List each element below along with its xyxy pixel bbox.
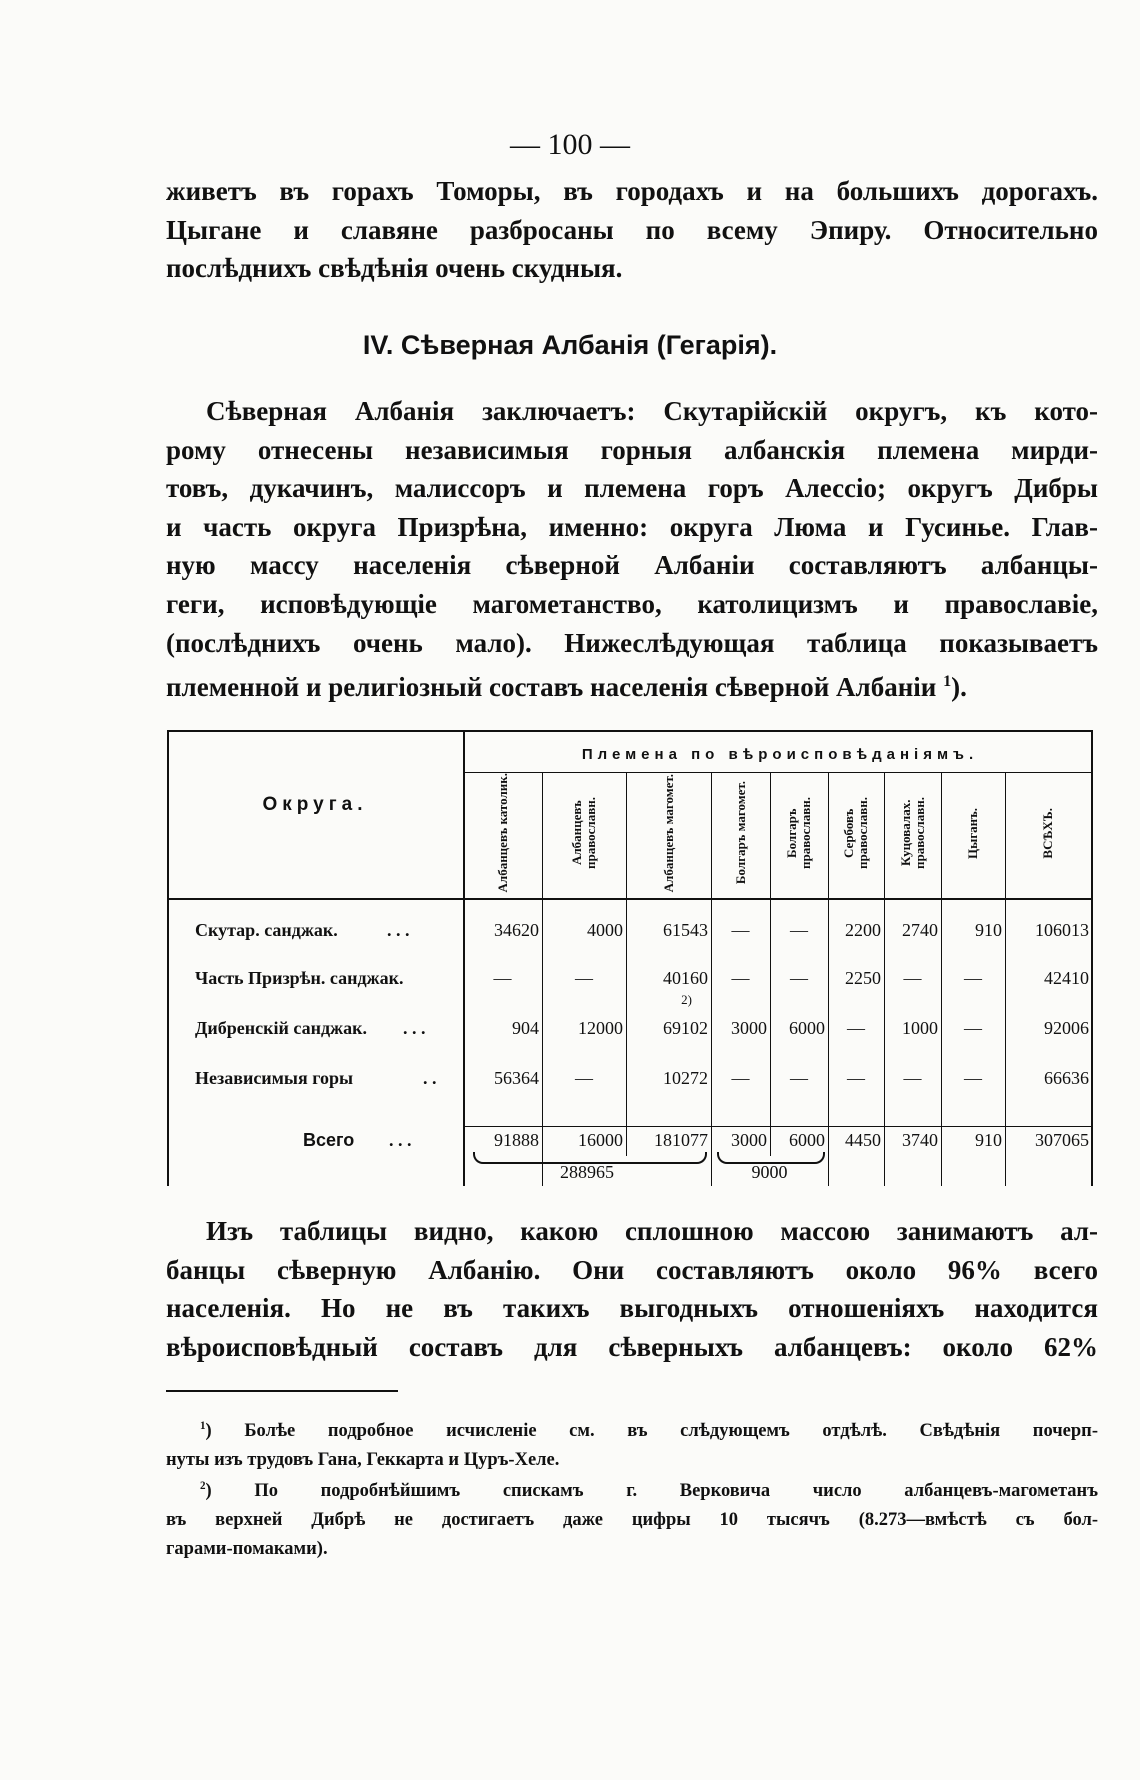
row-label: Независимыя горы <box>195 1068 354 1088</box>
text-line: (послѣднихъ очень мало). Нижеслѣдующая таблица показываетъ <box>166 627 1098 658</box>
footnote-line: гарами-помаками). <box>166 1539 328 1560</box>
column-header: Албанцевъ католик. <box>494 773 510 893</box>
total-cell: 307065 <box>1035 1130 1089 1150</box>
column-header: Болгаръ магомет. <box>732 781 748 885</box>
text-line: товъ, дукачинъ, малиссоръ и племена горъ Алессіо; округъ Дибры <box>166 473 1098 504</box>
total-cell: 6000 <box>789 1130 825 1150</box>
table-cell: 904 <box>512 1018 539 1038</box>
table-cell: — <box>903 1068 922 1088</box>
table-cell: — <box>964 968 982 988</box>
table-cell: — <box>790 1068 808 1088</box>
text-line: банцы сѣверную Албанію. Они составляютъ около 96% всего <box>166 1254 1098 1285</box>
table-cell: — <box>731 968 750 988</box>
column-header: Болгаръ православн. <box>784 797 813 869</box>
total-label: Всего <box>303 1130 355 1150</box>
row-label: Часть Призрѣн. санджак. <box>195 968 404 988</box>
text-line-content: племенной и религіозный составъ населенія сѣверной Албаніи <box>166 672 937 703</box>
text-line: ную массу населенія сѣверной Албаніи составляютъ албанцы- <box>166 550 1098 581</box>
table-cell: 2250 <box>845 968 881 988</box>
footnote-ref: 1 <box>943 672 952 691</box>
intro-paragraph <box>166 172 1098 288</box>
table-cell: 40160 <box>663 968 708 988</box>
table-cell: 66636 <box>1044 1068 1089 1088</box>
text-line: Цыгане и славяне разбросаны по всему Эпиру. Относительно <box>166 214 1098 245</box>
footnote-line: нуты изъ трудовъ Гана, Геккарта и Цуръ-Хеле. <box>166 1450 560 1471</box>
footnote-line <box>166 1412 1098 1446</box>
text-line: рому отнесены независимыя горныя албанскія племена мирди- <box>166 434 1098 465</box>
total-cell: 3000 <box>731 1130 767 1150</box>
header-tribes: Племена по вѣроисповѣданіямъ. <box>581 746 979 763</box>
table-cell: — <box>790 968 808 988</box>
table-cell: 92006 <box>1044 1018 1089 1038</box>
footnote-line <box>166 1472 1098 1506</box>
table-cell: — <box>575 968 593 988</box>
total-cell: 3740 <box>902 1130 938 1150</box>
footnote-1 <box>166 1412 1098 1475</box>
text-line: населенія. Но не въ такихъ выгодныхъ отношеніяхъ находится <box>166 1293 1098 1324</box>
section-title: IV. Сѣверная Албанія (Гегарія). <box>362 330 778 360</box>
text-line: геги, исповѣдующіе магометанство, католицизмъ и православіе, <box>166 588 1098 619</box>
footnote-rule <box>166 1390 398 1392</box>
table-cell: — <box>903 968 922 988</box>
table-cell: 106013 <box>1035 920 1089 940</box>
table-cell: 34620 <box>494 920 539 940</box>
table-cell: — <box>964 1018 982 1038</box>
column-header: Цыганъ. <box>965 807 980 859</box>
text-line: племенной и религіозный составъ населенія сѣверной Албаніи $^1$). <box>166 672 967 703</box>
table-cell: — <box>575 1068 593 1088</box>
row-dots: . . . <box>387 920 410 940</box>
column-header: Сербовъ православн. <box>841 797 870 869</box>
bulgarian-subtotal: 9000 <box>751 1162 788 1182</box>
total-cell: 91888 <box>494 1130 539 1150</box>
table-cell: 61543 <box>663 920 708 940</box>
table-cell: 6000 <box>789 1018 825 1038</box>
text-line: Изъ таблицы видно, какою сплошною массою занимаютъ ал- <box>206 1216 1098 1246</box>
footnote-text: ) Болѣе подробное исчисленіе см. въ слѣдующемъ отдѣлѣ. Свѣдѣнія почерп- <box>205 1421 1098 1442</box>
total-cell: 16000 <box>578 1130 623 1150</box>
text-line: Сѣверная Албанія заключаетъ: Скутарійскій округъ, къ кото- <box>206 396 1098 426</box>
table-cell: — <box>731 1068 750 1088</box>
table-cell: 42410 <box>1044 968 1089 988</box>
table-border-right <box>1091 730 1093 1186</box>
column-header: Албанцевъ магомет. <box>660 773 676 893</box>
table-cell: — <box>790 920 808 940</box>
table-cell: — <box>964 1068 982 1088</box>
row-label: Дибренскій санджак. <box>195 1018 367 1038</box>
row-label: Скутар. санджак. <box>195 920 338 940</box>
row-dots: . . <box>423 1068 437 1088</box>
table-cell: 10272 <box>663 1068 708 1088</box>
table-cell: 69102 <box>663 1018 708 1038</box>
table-rule-total <box>463 1126 1093 1127</box>
table-cell: 4000 <box>587 920 623 940</box>
header-districts: Округа. <box>262 794 368 815</box>
table-rule-header <box>167 898 1093 900</box>
footnote-2 <box>166 1472 1098 1564</box>
table-rule-top <box>167 730 1093 732</box>
footnote-line: въ верхней Дибрѣ не достигаетъ даже цифры 10 тысячъ (8.273—вмѣстѣ съ бол- <box>166 1510 1098 1531</box>
table-cell: — <box>847 1018 865 1038</box>
footnote-mark: 2 <box>200 1480 206 1492</box>
table-cell: — <box>731 920 750 940</box>
conclusion-paragraph <box>166 1212 1098 1366</box>
albanian-subtotal: 288965 <box>560 1162 614 1182</box>
text-line: живетъ въ горахъ Томоры, въ городахъ и на большихъ дорогахъ. <box>166 176 1098 206</box>
footnote-text: ) По подробнѣйшимъ спискамъ г. Верковича число албанцевъ-магометанъ <box>205 1481 1098 1502</box>
text-line: и часть округа Призрѣна, именно: округа Люма и Гусинье. Глав- <box>166 511 1098 542</box>
row-dots: . . . <box>403 1018 426 1038</box>
column-header: ВСѢХЪ. <box>1040 807 1055 859</box>
table-cell: 2740 <box>902 920 938 940</box>
table-cell: 910 <box>975 920 1002 940</box>
table-cell: 12000 <box>578 1018 623 1038</box>
population-table <box>167 730 1093 1200</box>
table-cell: 2200 <box>845 920 881 940</box>
footnote-mark: 1 <box>200 1420 206 1432</box>
column-header: Куцовалах. православн. <box>897 797 927 869</box>
text-line: послѣднихъ свѣдѣнія очень скудныя. <box>166 253 623 284</box>
column-header: Албанцевъ православн. <box>569 797 598 869</box>
total-cell: 910 <box>975 1130 1002 1150</box>
table-cell: — <box>493 968 512 988</box>
table-cell: — <box>847 1068 865 1088</box>
table-cell: 1000 <box>902 1018 938 1038</box>
page-number: — 100 — <box>510 128 630 161</box>
table-cell: 56364 <box>494 1068 539 1088</box>
total-cell: 4450 <box>845 1130 881 1150</box>
total-cell: 181077 <box>654 1130 708 1150</box>
text-line: вѣроисповѣдный составъ для сѣверныхъ албанцевъ: около 62% <box>166 1331 1098 1362</box>
main-paragraph <box>166 392 1098 707</box>
footnote-ref: 2) <box>681 992 692 1007</box>
row-dots: . . . <box>389 1130 412 1150</box>
table-cell: 3000 <box>731 1018 767 1038</box>
